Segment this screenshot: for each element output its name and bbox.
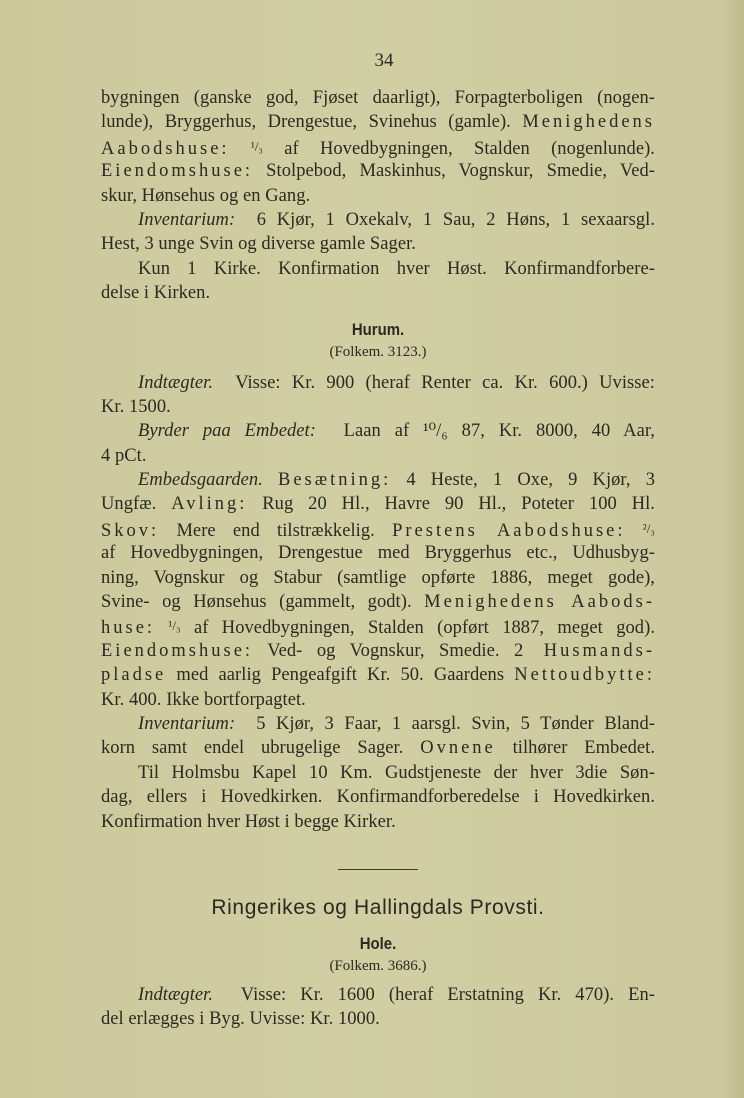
page-text xyxy=(101,86,655,1032)
parish-heading-hurum: Hurum. xyxy=(351,319,405,339)
text-line: ning, Vognskur og Stabur (samtlige opførte 1886, meget gode), xyxy=(101,567,655,588)
text-line: Til Holmsbu Kapel 10 Km. Gudstjeneste der hver 3die Søn- xyxy=(138,762,655,783)
spaced-term: huse: xyxy=(101,618,156,639)
spaced-term: Besætning: xyxy=(278,470,392,491)
spaced-term: Eiendomshuse: xyxy=(101,161,254,182)
spaced-term: 2 Husmands- xyxy=(514,640,656,661)
text-line: Kun 1 Kirke. Konfirmation hver Høst. Konfirmandforbere- xyxy=(138,258,655,279)
text-line: delse i Kirken. xyxy=(101,283,211,304)
fraction: ¹/₃ xyxy=(168,618,181,634)
text-line: Embedsgaarden. Besætning: 4 Heste, 1 Oxe, 9 Kjør, 3 xyxy=(138,470,655,491)
text-line: Hest, 3 unge Svin og diverse gamle Sager. xyxy=(101,234,416,255)
spaced-term: pladse xyxy=(101,665,167,686)
italic-label: Inventarium: xyxy=(138,713,236,734)
text-line: Eiendomshuse: Stolpebod, Maskinhus, Vognskur, Smedie, Ved- xyxy=(101,161,655,182)
spaced-term: Aabodshuse: xyxy=(101,138,230,159)
spaced-term: Skov: xyxy=(101,520,160,541)
text-line: skur, Hønsehus og en Gang. xyxy=(101,185,311,206)
spaced-term: Menighedens Aabods- xyxy=(424,592,655,613)
page-number: 34 xyxy=(374,50,394,71)
text-line: Inventarium: 5 Kjør, 3 Faar, 1 aarsgl. Svin, 5 Tønder Bland- xyxy=(138,713,655,734)
text-line: huse: ¹/₃ af Hovedbygningen, Stalden (opført 1887, meget god). xyxy=(101,618,655,639)
text-line: Kr. 400. Ikke bortforpagtet. xyxy=(101,689,306,710)
fraction: ¹/₃ xyxy=(250,138,264,154)
spaced-term: Eiendomshuse: xyxy=(101,640,254,661)
spaced-term: Ovnene xyxy=(420,738,496,759)
text-line: pladse med aarlig Pengeafgift Kr. 50. Gaardens Nettoudbytte: xyxy=(101,665,655,686)
italic-label: Indtægter. xyxy=(138,984,214,1005)
text-line: Eiendomshuse: Ved- og Vognskur, Smedie. 2 Husmands- xyxy=(101,640,656,661)
text-line: Ungfæ. Avling: Rug 20 Hl., Havre 90 Hl., Poteter 100 Hl. xyxy=(101,494,655,515)
text-line: Inventarium: 6 Kjør, 1 Oxekalv, 1 Sau, 2 Høns, 1 sexaarsgl. xyxy=(138,209,655,230)
spaced-term: Avling: xyxy=(171,494,248,515)
text-line: Skov: Mere end tilstrækkelig. Prestens Aabodshuse: ²/₃ xyxy=(101,520,655,541)
text-line: Aabodshuse: ¹/₃ af Hovedbygningen, Stalden (nogenlunde). xyxy=(101,138,655,159)
italic-label: Byrder paa Embedet: xyxy=(138,421,316,442)
italic-label: Embedsgaarden. xyxy=(138,470,263,491)
spaced-term: Menighedens xyxy=(522,112,655,133)
fraction: ²/₃ xyxy=(642,520,655,536)
text-line: Konfirmation hver Høst i begge Kirker. xyxy=(101,811,396,832)
text-line: Indtægter. Visse: Kr. 1600 (heraf Erstatning Kr. 470). En- xyxy=(138,984,655,1005)
text-line: korn samt endel ubrugelige Sager. Ovnene tilhører Embedet. xyxy=(101,738,656,759)
population-note: (Folkem. 3686.) xyxy=(329,957,427,974)
section-heading: Ringerikes og Hallingdals Provsti. xyxy=(211,895,545,919)
text-line: dag, ellers i Hovedkirken. Konfirmandforberedelse i Hovedkirken. xyxy=(101,787,655,808)
text-line: Byrder paa Embedet: Laan af ¹⁰/₆ 87, Kr. 8000, 40 Aar, xyxy=(138,421,655,442)
spaced-term: Nettoudbytte: xyxy=(514,665,655,686)
text-line: del erlægges i Byg. Uvisse: Kr. 1000. xyxy=(101,1009,380,1030)
text-line: 4 pCt. xyxy=(101,445,147,466)
parish-heading-hole: Hole. xyxy=(359,933,397,953)
text-line: bygningen (ganske god, Fjøset daarligt), Forpagterboligen (nogen- xyxy=(101,88,655,108)
italic-label: Indtægter. xyxy=(138,372,214,393)
text-line: Svine- og Hønsehus (gammelt, godt). Menighedens Aabods- xyxy=(101,592,655,613)
population-note: (Folkem. 3123.) xyxy=(329,343,427,360)
spaced-term: Prestens Aabodshuse: xyxy=(392,520,626,541)
text-line: Kr. 1500. xyxy=(101,396,171,417)
text-line: af Hovedbygningen, Drengestue med Bryggerhus etc., Udhusbyg- xyxy=(101,543,655,564)
text-line: lunde), Bryggerhus, Drengestue, Svinehus (gamle). Menighedens xyxy=(101,112,655,133)
italic-label: Inventarium: xyxy=(138,209,236,230)
text-line: Indtægter. Visse: Kr. 900 (heraf Renter ca. Kr. 600.) Uvisse: xyxy=(138,372,655,393)
